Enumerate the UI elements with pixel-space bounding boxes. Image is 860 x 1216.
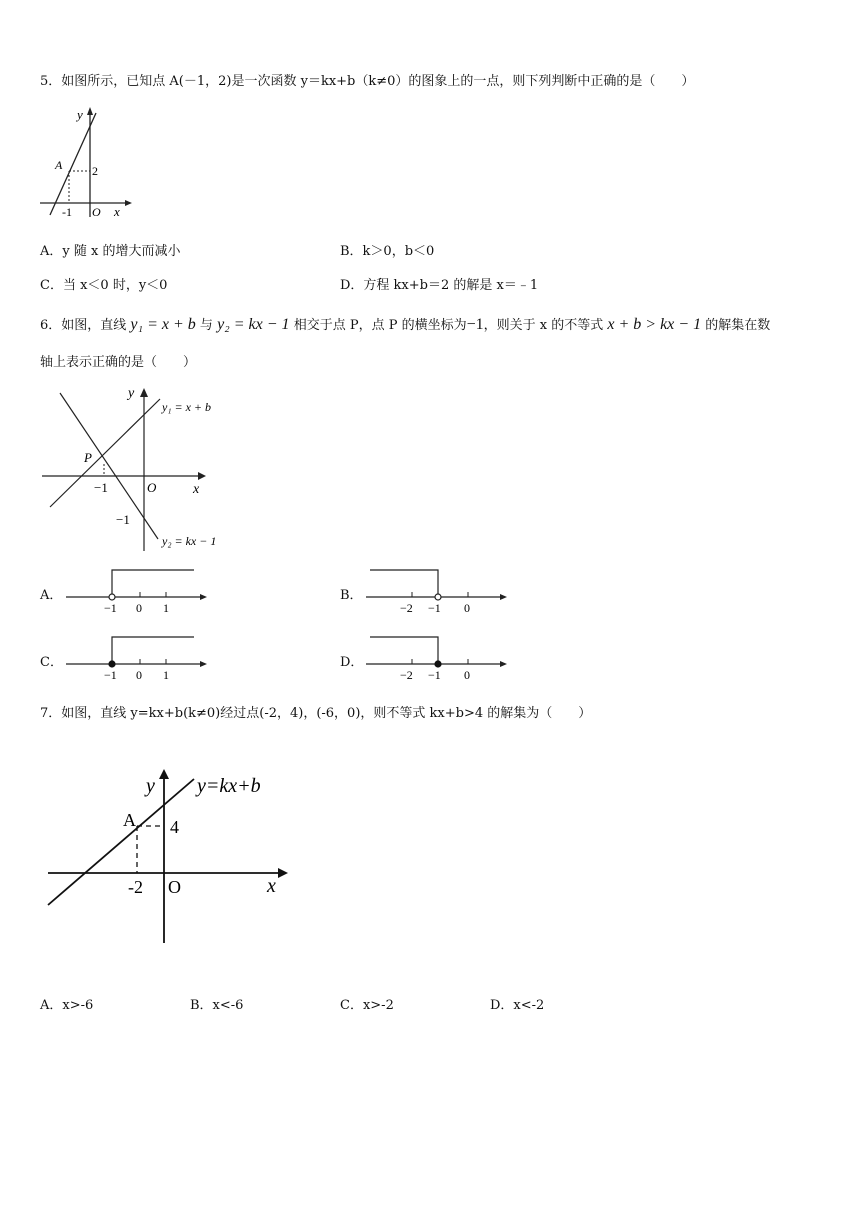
q7-line-label: y=kx+b: [197, 775, 261, 797]
q6-option-d-numberline[interactable]: [366, 635, 508, 682]
q6-option-c-numberline[interactable]: [66, 635, 208, 682]
q7-option-b[interactable]: B．x<-6: [190, 998, 244, 1013]
question-5-figure: [40, 105, 140, 225]
numberline-arrow: [200, 594, 207, 600]
q6-tick-neg1-y: −1: [116, 512, 130, 527]
question-5-text: 5．如图所示，已知点 A(－1，2)是一次函数 y＝kx+b（k≠0）的图象上的一点，则下列判断中正确的是（ ）: [40, 74, 695, 89]
closed-point: [109, 661, 115, 667]
q7-option-d[interactable]: D．x<-2: [490, 998, 545, 1013]
q5-tick-2: 2: [92, 164, 98, 178]
q7-tick-neg2: -2: [128, 877, 143, 897]
tick-label: −1: [104, 601, 117, 615]
solution-bracket: [370, 637, 438, 661]
solution-bracket: [112, 637, 194, 661]
open-point: [435, 594, 441, 600]
open-point: [109, 594, 115, 600]
q6-y1-formula: y₁ = x + b: [130, 316, 196, 333]
q6-prefix: 6．如图，直线: [40, 318, 127, 333]
q6-mid: 相交于点 P，点 P 的横坐标为: [293, 318, 467, 333]
q5-point-a-label: A: [55, 158, 63, 172]
q6-origin-label: O: [147, 480, 157, 495]
q6-x-arrow: [198, 472, 206, 480]
q7-y-label: y: [146, 775, 155, 797]
q6-y-label: y: [128, 386, 135, 401]
tick-label: 0: [464, 668, 470, 682]
q7-origin-label: O: [168, 877, 181, 897]
q6-inequality: x + b > kx − 1: [607, 316, 702, 333]
q6-option-d-label[interactable]: D．: [340, 655, 364, 670]
q5-x-arrow: [125, 200, 132, 206]
question-6-text: [40, 314, 770, 337]
solution-bracket: [370, 570, 438, 594]
q6-x-label: x: [193, 482, 200, 497]
q6-option-b-numberline[interactable]: [366, 568, 508, 615]
q6-y-arrow: [140, 388, 148, 397]
solution-bracket: [112, 570, 194, 594]
q6-option-a-label[interactable]: A．: [40, 588, 63, 603]
tick-label: −1: [428, 668, 441, 682]
q7-tick-4: 4: [170, 817, 179, 837]
q7-option-c[interactable]: C．x>-2: [340, 998, 394, 1013]
tick-label: −1: [104, 668, 117, 682]
q6-y2-label: y₂ = kx − 1: [162, 534, 217, 548]
numberline-arrow: [500, 594, 507, 600]
q7-option-a[interactable]: A．x>-6: [40, 998, 94, 1013]
q7-y-arrow: [159, 769, 169, 779]
q5-y-label: y: [77, 107, 83, 122]
tick-label: −2: [400, 601, 413, 615]
tick-label: 0: [464, 601, 470, 615]
q7-x-arrow: [278, 868, 288, 878]
q5-y-arrow: [87, 107, 93, 115]
q6-y2-formula: y₂ = kx − 1: [217, 316, 290, 333]
q5-x-label: x: [114, 204, 120, 219]
q5-origin-label: O: [92, 205, 101, 219]
q6-and: 与: [199, 318, 213, 333]
q7-point-a-label: A: [123, 810, 136, 830]
q5-option-b[interactable]: B．k＞0，b＜0: [340, 244, 435, 259]
tick-label: 1: [163, 601, 169, 615]
question-6-text-line2: 轴上表示正确的是（ ）: [40, 355, 197, 370]
question-7-figure: [44, 765, 294, 950]
tick-label: 1: [163, 668, 169, 682]
q6-suffix: 的解集在数: [705, 318, 771, 333]
numberline-arrow: [200, 661, 207, 667]
tick-label: 0: [136, 668, 142, 682]
q5-option-d[interactable]: D．方程 kx+b＝2 的解是 x＝﹣1: [340, 278, 539, 293]
tick-label: −1: [428, 601, 441, 615]
q5-tick-neg1: -1: [62, 205, 72, 219]
q6-option-a-numberline[interactable]: [66, 568, 208, 615]
q6-point-p-label: P: [84, 450, 92, 465]
q6-option-c-label[interactable]: C．: [40, 655, 63, 670]
numberline-arrow: [500, 661, 507, 667]
q6-mid2: ，则关于 x 的不等式: [483, 318, 604, 333]
q6-neg1: −1: [466, 316, 484, 333]
q7-x-label: x: [267, 875, 276, 897]
closed-point: [435, 661, 441, 667]
q6-option-b-label[interactable]: B．: [340, 588, 363, 603]
tick-label: 0: [136, 601, 142, 615]
question-6-figure: [38, 383, 248, 553]
q5-option-a[interactable]: A．y 随 x 的增大而减小: [40, 244, 181, 259]
tick-label: −2: [400, 668, 413, 682]
question-7-text: 7．如图，直线 y=kx+b(k≠0)经过点(-2，4)，(-6，0)，则不等式 kx+b>4 的解集为（ ）: [40, 706, 592, 721]
q6-y1-label: y₁ = x + b: [162, 400, 212, 414]
q6-tick-neg1-x: −1: [94, 480, 108, 495]
q5-option-c[interactable]: C．当 x＜0 时，y＜0: [40, 278, 168, 293]
